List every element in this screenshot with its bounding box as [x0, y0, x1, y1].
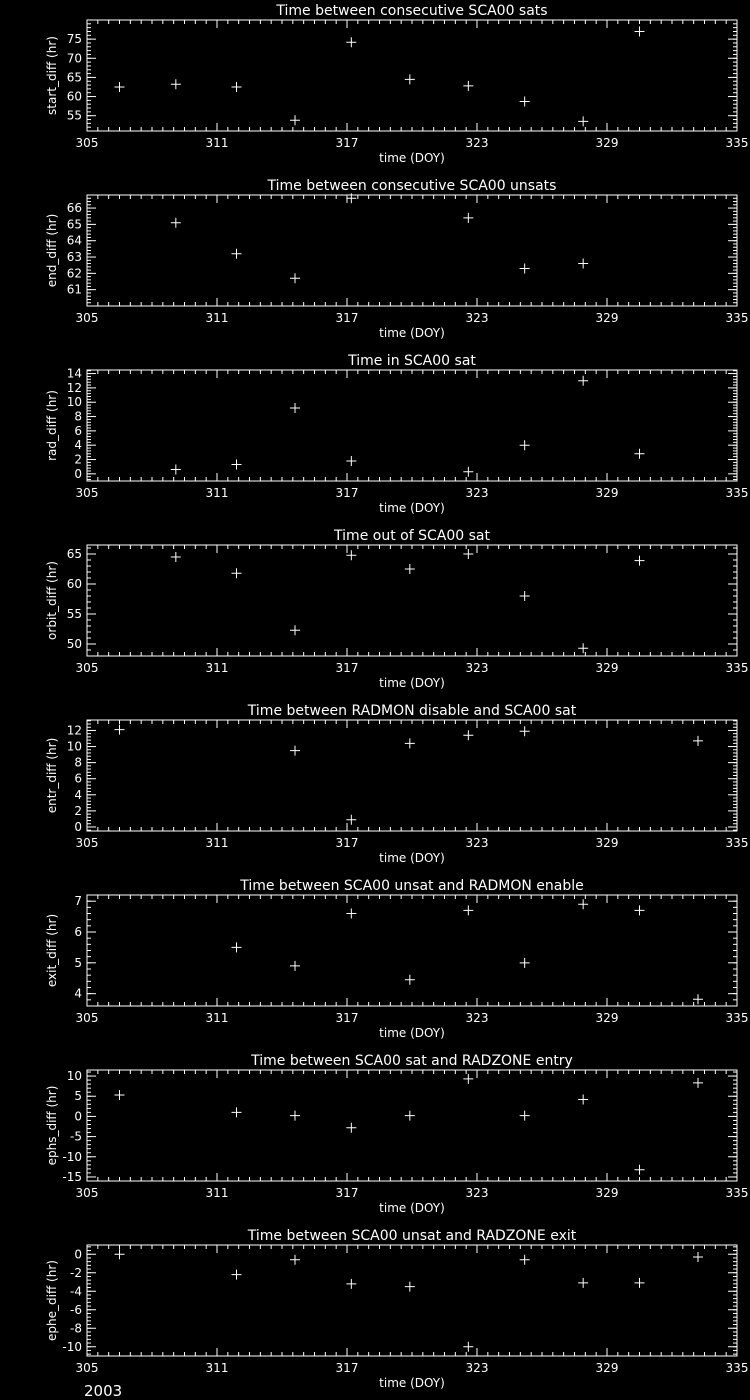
year-label: 2003 — [84, 1382, 123, 1400]
y-tick-label: -8 — [70, 1321, 82, 1336]
data-point — [405, 1111, 415, 1121]
y-tick-label: 5 — [74, 1089, 82, 1104]
data-point — [232, 1107, 242, 1117]
x-tick-label: 317 — [335, 661, 359, 675]
x-tick-label: 311 — [205, 486, 229, 500]
y-tick-label: 4 — [74, 986, 82, 1001]
data-point — [115, 725, 125, 735]
x-tick-label: 317 — [335, 136, 359, 150]
data-point — [520, 440, 530, 450]
data-point — [405, 74, 415, 84]
data-point — [232, 82, 242, 92]
y-tick-label: 8 — [74, 755, 82, 770]
data-point — [405, 1282, 415, 1292]
y-tick-label: 4 — [74, 787, 82, 802]
y-axis-label: end_diff (hr) — [45, 213, 59, 288]
x-tick-label: 311 — [205, 661, 229, 675]
data-point — [463, 1074, 473, 1084]
data-point — [290, 1255, 300, 1265]
x-tick-label: 305 — [75, 836, 99, 850]
plot-frame — [87, 1245, 737, 1356]
y-tick-label: 14 — [66, 366, 82, 381]
data-point — [346, 550, 356, 560]
y-tick-label: 6 — [74, 771, 82, 786]
data-point — [520, 958, 530, 968]
x-axis-label: time (DOY) — [379, 1201, 445, 1215]
data-point — [232, 1270, 242, 1280]
plot-frame — [87, 1070, 737, 1181]
x-tick-label: 329 — [595, 1011, 619, 1025]
x-tick-label: 311 — [205, 1361, 229, 1375]
chart-title: Time between SCA00 unsat and RADZONE exit — [247, 1228, 577, 1244]
x-axis-label: time (DOY) — [379, 1026, 445, 1040]
x-tick-label: 311 — [205, 1011, 229, 1025]
data-point — [346, 1123, 356, 1133]
data-point — [290, 625, 300, 635]
x-tick-label: 323 — [465, 486, 489, 500]
data-point — [346, 1279, 356, 1289]
x-tick-label: 329 — [595, 311, 619, 325]
y-tick-label: 50 — [66, 637, 82, 651]
y-tick-label: 61 — [66, 282, 82, 297]
x-tick-label: 311 — [205, 1186, 229, 1200]
x-tick-label: 335 — [725, 136, 749, 150]
data-point — [171, 465, 181, 475]
y-tick-label: 12 — [66, 723, 82, 738]
data-point — [520, 726, 530, 736]
data-point — [635, 1165, 645, 1175]
y-tick-label: 62 — [66, 266, 82, 281]
plot-frame — [87, 20, 737, 131]
data-point — [405, 738, 415, 748]
y-axis-label: start_diff (hr) — [45, 36, 59, 115]
data-point — [232, 249, 242, 259]
x-tick-label: 323 — [465, 1186, 489, 1200]
x-tick-label: 329 — [595, 486, 619, 500]
data-point — [693, 736, 703, 746]
data-point — [463, 549, 473, 559]
data-point — [463, 1342, 473, 1352]
plot-frame — [87, 370, 737, 481]
y-axis-label: orbit_diff (hr) — [45, 561, 59, 640]
x-tick-label: 335 — [725, 1011, 749, 1025]
data-point — [520, 591, 530, 601]
data-point — [520, 97, 530, 107]
y-tick-label: 5 — [74, 955, 82, 970]
data-point — [693, 1078, 703, 1088]
y-tick-label: 65 — [66, 217, 82, 232]
chart-panel-2 — [45, 178, 748, 340]
data-point — [578, 1094, 588, 1104]
x-tick-label: 305 — [75, 136, 99, 150]
y-tick-label: -10 — [62, 1149, 82, 1164]
y-tick-label: 55 — [66, 607, 82, 621]
data-point — [463, 81, 473, 91]
y-tick-label: 2 — [74, 803, 82, 818]
y-tick-label: 63 — [66, 250, 82, 265]
data-point — [115, 82, 125, 92]
y-axis-label: ephs_diff (hr) — [45, 1085, 59, 1166]
y-tick-label: 66 — [66, 201, 82, 216]
y-tick-label: 2 — [74, 452, 82, 467]
data-point — [171, 552, 181, 562]
x-tick-label: 317 — [335, 486, 359, 500]
data-point — [578, 643, 588, 653]
x-tick-label: 323 — [465, 136, 489, 150]
x-tick-label: 335 — [725, 1186, 749, 1200]
x-tick-label: 311 — [205, 136, 229, 150]
y-tick-label: 10 — [66, 1069, 82, 1084]
x-axis-label: time (DOY) — [379, 326, 445, 340]
data-point — [232, 942, 242, 952]
data-point — [346, 909, 356, 919]
y-tick-label: 70 — [66, 51, 82, 66]
data-point — [520, 1111, 530, 1121]
data-point — [520, 1255, 530, 1265]
y-tick-label: 60 — [66, 89, 82, 104]
y-tick-label: 6 — [74, 423, 82, 438]
data-point — [290, 1111, 300, 1121]
data-point — [635, 1278, 645, 1288]
x-tick-label: 317 — [335, 1186, 359, 1200]
x-tick-label: 329 — [595, 1186, 619, 1200]
y-tick-label: -4 — [70, 1284, 82, 1299]
chart-panel-3 — [45, 353, 748, 515]
y-axis-label: rad_diff (hr) — [45, 390, 59, 461]
data-point — [578, 899, 588, 909]
data-point — [171, 79, 181, 89]
y-tick-label: 8 — [74, 409, 82, 424]
x-tick-label: 305 — [75, 311, 99, 325]
data-point — [290, 961, 300, 971]
data-point — [693, 994, 703, 1004]
x-tick-label: 329 — [595, 1361, 619, 1375]
plot-frame — [87, 720, 737, 831]
chart-panel-5 — [45, 703, 748, 865]
chart-panel-8 — [45, 1228, 748, 1390]
data-point — [578, 376, 588, 386]
data-point — [346, 815, 356, 825]
data-point — [171, 218, 181, 228]
y-tick-label: 60 — [66, 577, 82, 591]
chart-title: Time between consecutive SCA00 unsats — [267, 178, 557, 194]
x-tick-label: 305 — [75, 1186, 99, 1200]
x-tick-label: 317 — [335, 311, 359, 325]
data-point — [115, 1249, 125, 1259]
x-tick-label: 335 — [725, 836, 749, 850]
data-point — [290, 273, 300, 283]
y-tick-label: 6 — [74, 925, 82, 939]
x-tick-label: 311 — [205, 311, 229, 325]
data-point — [346, 456, 356, 466]
y-tick-label: 64 — [66, 233, 82, 248]
x-tick-label: 305 — [75, 1011, 99, 1025]
x-tick-label: 323 — [465, 661, 489, 675]
x-tick-label: 335 — [725, 486, 749, 500]
data-point — [578, 259, 588, 269]
data-point — [463, 467, 473, 477]
y-tick-label: 55 — [66, 108, 82, 123]
y-tick-label: 65 — [66, 70, 82, 85]
data-point — [290, 403, 300, 413]
y-tick-label: 75 — [66, 32, 82, 47]
y-tick-label: -10 — [62, 1339, 82, 1354]
data-point — [405, 564, 415, 574]
y-tick-label: 4 — [74, 438, 82, 453]
x-axis-label: time (DOY) — [379, 501, 445, 515]
chart-panel-6 — [45, 878, 748, 1040]
y-tick-label: 65 — [66, 547, 82, 561]
y-axis-label: ephe_diff (hr) — [45, 1260, 59, 1341]
chart-title: Time between SCA00 unsat and RADMON enable — [240, 878, 584, 894]
data-point — [346, 37, 356, 47]
y-axis-label: entr_diff (hr) — [45, 737, 59, 814]
data-point — [232, 460, 242, 470]
y-tick-label: 0 — [74, 1109, 82, 1124]
chart-title: Time between consecutive SCA00 sats — [276, 3, 548, 19]
x-tick-label: 329 — [595, 136, 619, 150]
x-axis-label: time (DOY) — [379, 676, 445, 690]
y-tick-label: -2 — [70, 1265, 82, 1280]
data-point — [693, 1252, 703, 1262]
chart-title: Time between RADMON disable and SCA00 sat — [247, 703, 577, 719]
x-tick-label: 317 — [335, 1361, 359, 1375]
chart-panel-4 — [45, 528, 748, 690]
data-point — [635, 449, 645, 459]
x-tick-label: 335 — [725, 661, 749, 675]
chart-panel-7 — [45, 1053, 748, 1215]
data-point — [578, 116, 588, 126]
x-tick-label: 305 — [75, 1361, 99, 1375]
y-tick-label: -15 — [62, 1169, 82, 1184]
data-point — [290, 115, 300, 125]
chart-title: Time between SCA00 sat and RADZONE entry — [251, 1053, 573, 1069]
x-tick-label: 305 — [75, 486, 99, 500]
data-point — [463, 730, 473, 740]
x-axis-label: time (DOY) — [379, 851, 445, 865]
data-point — [115, 1090, 125, 1100]
x-tick-label: 323 — [465, 1361, 489, 1375]
y-tick-label: 0 — [74, 1247, 82, 1262]
data-point — [290, 746, 300, 756]
data-point — [463, 213, 473, 223]
y-tick-label: 0 — [74, 819, 82, 834]
y-tick-label: 10 — [66, 739, 82, 754]
chart-title: Time in SCA00 sat — [348, 353, 476, 369]
data-point — [635, 26, 645, 36]
data-point — [635, 556, 645, 566]
x-tick-label: 323 — [465, 1011, 489, 1025]
y-tick-label: 10 — [66, 395, 82, 410]
x-tick-label: 311 — [205, 836, 229, 850]
y-tick-label: 0 — [74, 466, 82, 481]
x-tick-label: 329 — [595, 836, 619, 850]
x-tick-label: 335 — [725, 1361, 749, 1375]
x-tick-label: 323 — [465, 311, 489, 325]
chart-title: Time out of SCA00 sat — [334, 528, 490, 544]
x-axis-label: time (DOY) — [379, 1376, 445, 1390]
data-point — [232, 568, 242, 578]
data-point — [463, 905, 473, 915]
x-tick-label: 305 — [75, 661, 99, 675]
x-tick-label: 335 — [725, 311, 749, 325]
y-tick-label: 12 — [66, 380, 82, 395]
data-point — [635, 905, 645, 915]
plot-frame — [87, 195, 737, 306]
data-point — [578, 1278, 588, 1288]
y-tick-label: -6 — [70, 1302, 82, 1317]
x-axis-label: time (DOY) — [379, 151, 445, 165]
y-tick-label: -5 — [70, 1129, 82, 1144]
x-tick-label: 317 — [335, 1011, 359, 1025]
x-tick-label: 323 — [465, 836, 489, 850]
y-tick-label: 7 — [74, 894, 82, 909]
x-tick-label: 317 — [335, 836, 359, 850]
data-point — [520, 263, 530, 273]
y-axis-label: exit_diff (hr) — [45, 913, 59, 988]
data-point — [405, 975, 415, 985]
x-tick-label: 329 — [595, 661, 619, 675]
chart-panel-1 — [45, 3, 748, 165]
